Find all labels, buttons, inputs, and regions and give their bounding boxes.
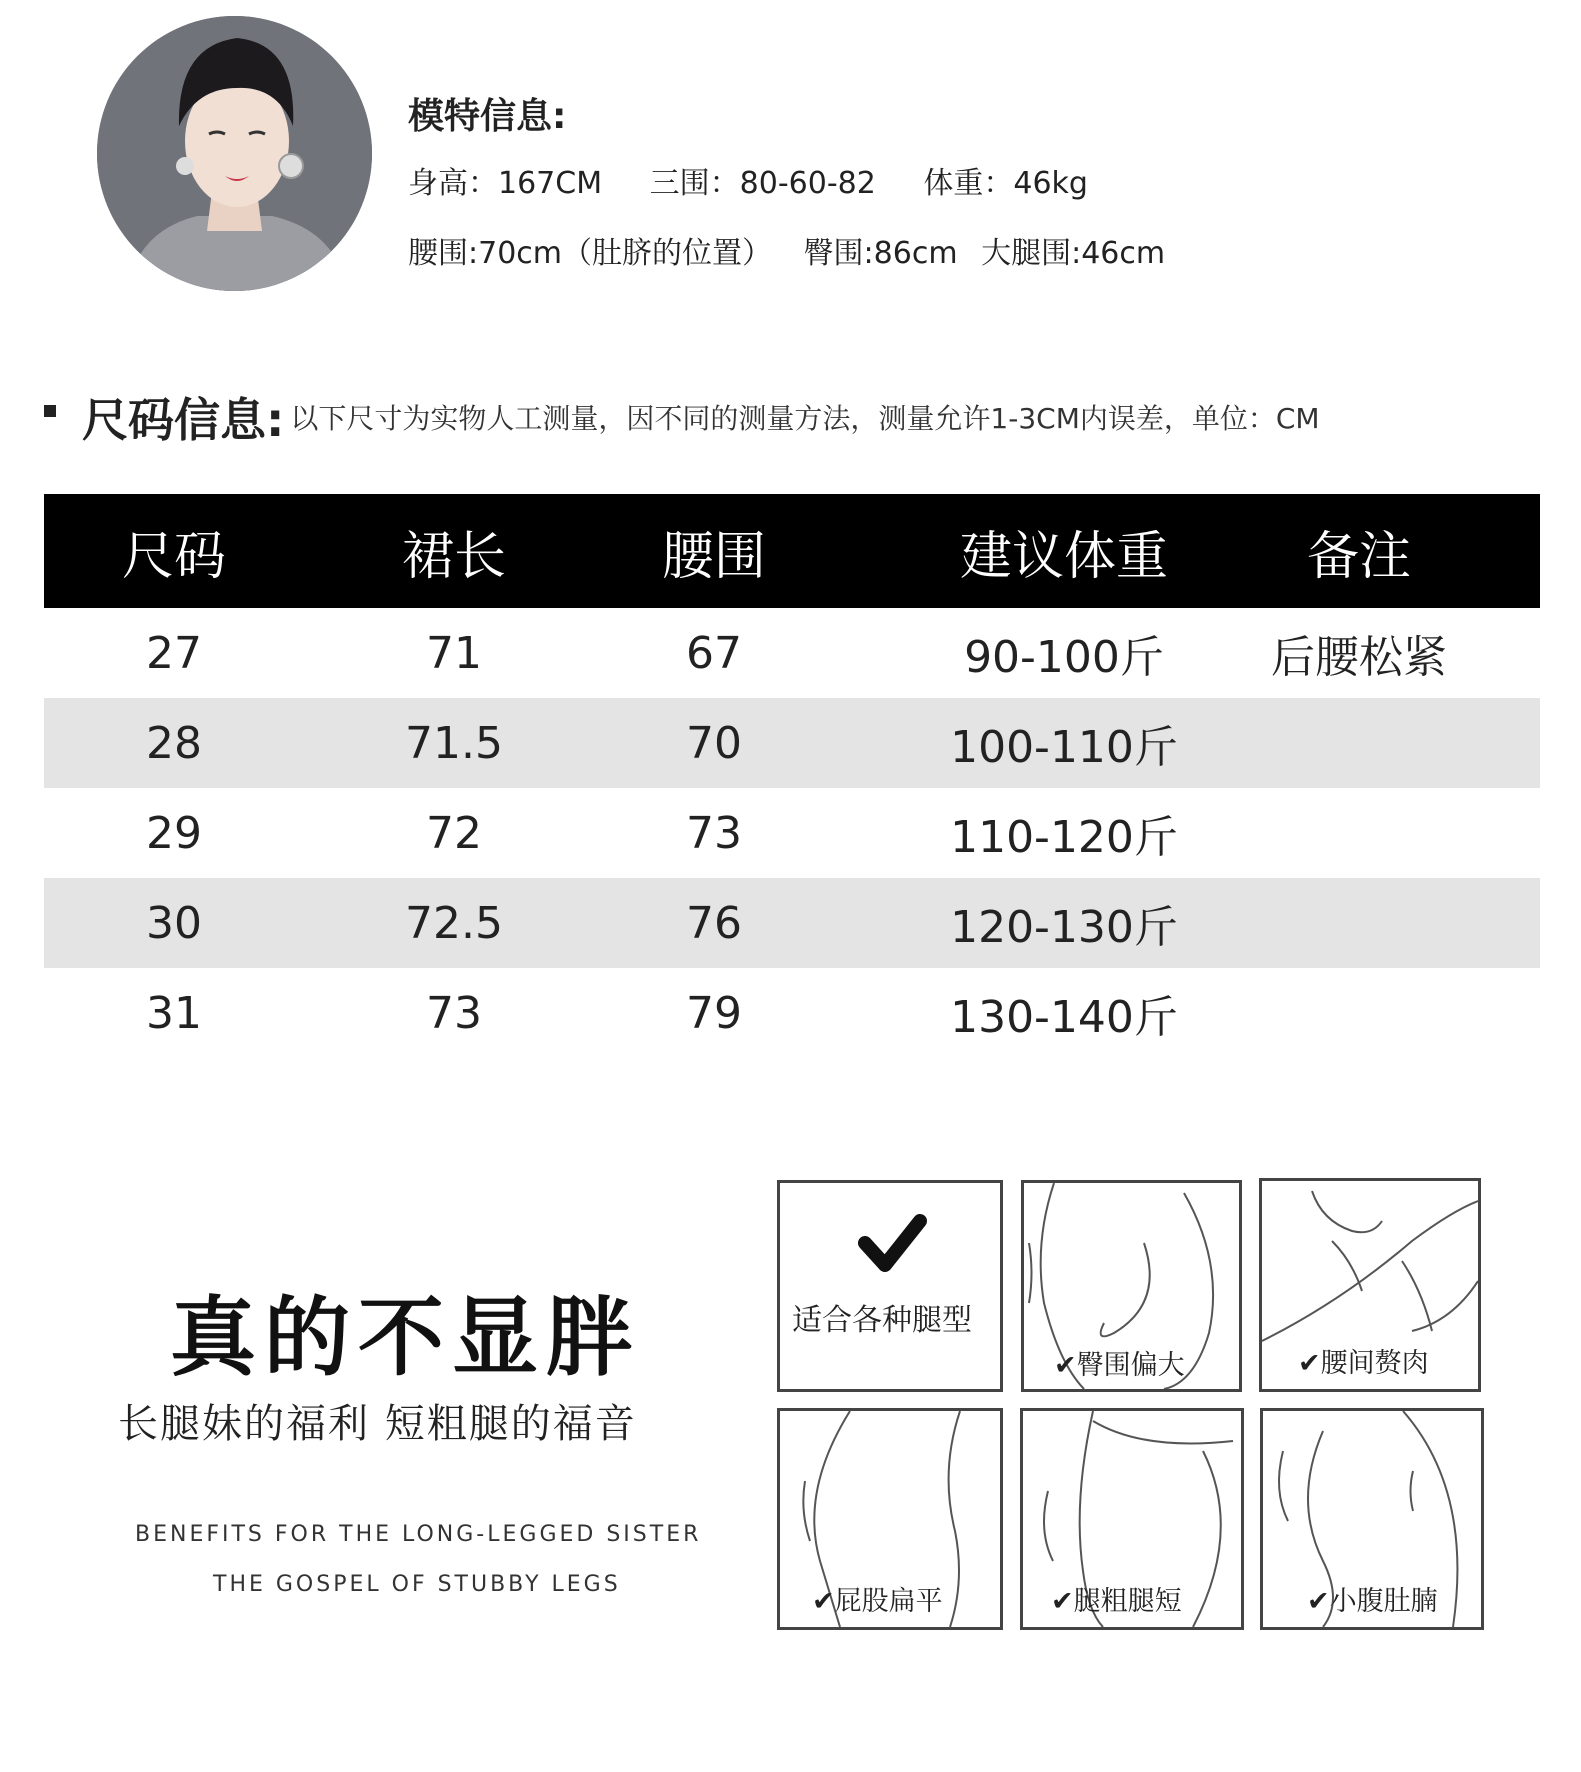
cell-size: 28 [146,717,202,769]
cell-waist: 70 [686,717,742,769]
model-thigh: 大腿围:46cm [981,236,1166,271]
table-row [44,698,1540,788]
model-waist: 腰围:70cm（肚脐的位置） [408,236,772,271]
table-row [44,968,1540,1058]
table-row [44,788,1540,878]
table-header [44,494,1540,608]
cell-size: 29 [146,807,202,859]
cell-skirt-length: 71 [426,627,482,679]
figure-thick-short-legs [1020,1408,1244,1630]
slogan-sub: 长腿妹的福利 短粗腿的福音 [118,1401,637,1447]
header-waist: 腰围 [661,526,766,587]
slogan-main: 真的不显胖 [170,1288,640,1388]
cell-weight: 120-130斤 [950,902,1178,953]
header-note: 备注 [1306,526,1411,587]
cell-waist: 67 [686,627,742,679]
slogan-english-2: THE GOSPEL OF STUBBY LEGS [213,1572,621,1597]
header-weight: 建议体重 [959,526,1168,587]
size-info-title: 尺码信息: [82,393,285,447]
cell-skirt-length: 73 [426,987,482,1039]
model-stats-line-1 [408,158,1126,202]
model-avatar [97,16,372,291]
header-size: 尺码 [121,526,226,587]
cell-weight: 130-140斤 [950,992,1178,1043]
cell-weight: 90-100斤 [964,632,1164,683]
table-row [44,608,1540,698]
cell-waist: 73 [686,807,742,859]
cell-waist: 76 [686,897,742,949]
check-icon [780,1183,1000,1389]
cell-weight: 100-110斤 [950,722,1178,773]
figure-belly-fat [1260,1408,1484,1630]
model-info-title: 模特信息: [408,96,567,137]
table-row [44,878,1540,968]
model-height: 身高：167CM [408,166,603,201]
figure-label: ✔腰间赘肉 [1298,1348,1429,1379]
cell-waist: 79 [686,987,742,1039]
figure-waist-fat [1259,1178,1481,1392]
header-skirt-length: 裙长 [401,526,506,587]
figure-label: ✔屁股扁平 [812,1586,943,1617]
cell-size: 27 [146,627,202,679]
size-table [44,494,1540,1058]
figure-label: ✔臀围偏大 [1054,1350,1185,1381]
size-info-header [44,384,1320,450]
cell-note: 后腰松紧 [1271,632,1447,683]
figure-label: 适合各种腿型 [792,1303,972,1338]
cell-skirt-length: 72.5 [405,897,503,949]
cell-size: 31 [146,987,202,1039]
figure-large-hips [1021,1180,1242,1392]
slogan-english-1: BENEFITS FOR THE LONG-LEGGED SISTER [135,1522,702,1547]
size-info-desc: 以下尺寸为实物人工测量，因不同的测量方法，测量允许1-3CM内误差，单位：CM [290,402,1320,435]
cell-weight: 110-120斤 [950,812,1178,863]
figure-flat-butt [777,1408,1003,1630]
figure-label: ✔小腹肚腩 [1307,1586,1438,1617]
bullet-icon [44,405,56,417]
cell-skirt-length: 72 [426,807,482,859]
model-stats-line-2 [408,228,1203,272]
model-measurements: 三围：80-60-82 [649,166,876,201]
cell-skirt-length: 71.5 [405,717,503,769]
figure-label: ✔腿粗腿短 [1051,1586,1182,1617]
cell-size: 30 [146,897,202,949]
model-weight: 体重：46kg [923,166,1088,201]
figure-all-leg-types [777,1180,1003,1392]
model-hip: 臀围:86cm [803,236,958,271]
